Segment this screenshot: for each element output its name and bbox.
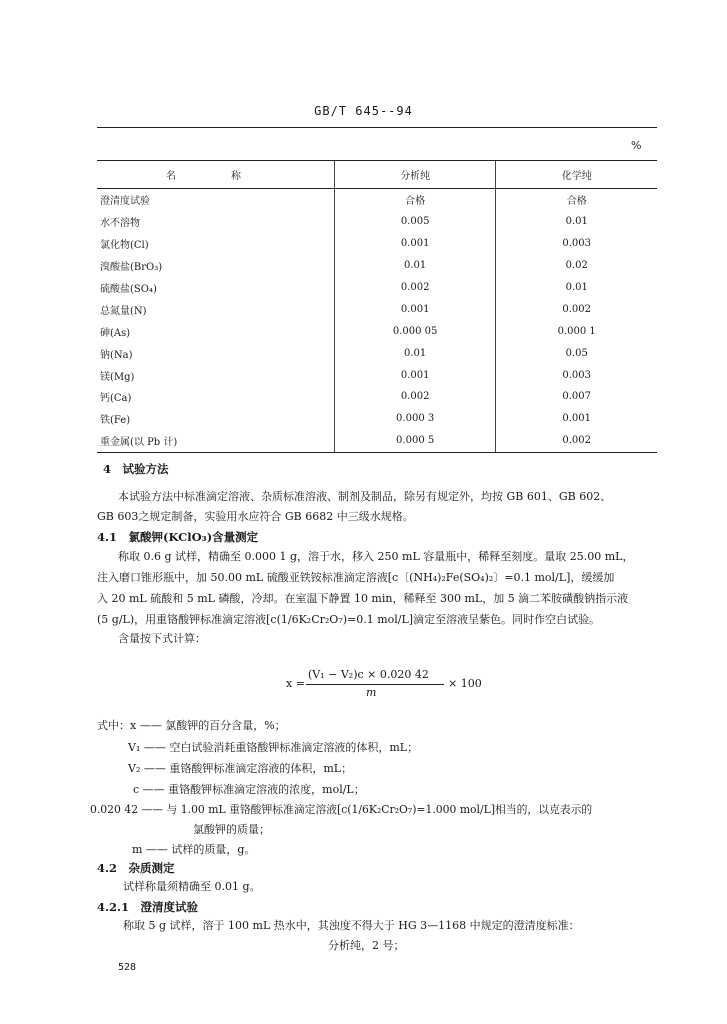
item-name: 总氮量(N) — [100, 305, 147, 317]
item-name: 硫酸盐(SO₄) — [100, 284, 157, 295]
standard-code-header: GB/T 645--94 — [314, 104, 413, 118]
value-chemical: 0.003 — [496, 233, 657, 255]
formula-lhs: x = — [286, 677, 305, 690]
value-chemical: 0.000 1 — [496, 320, 657, 342]
value-analytical: 合格 — [334, 189, 496, 211]
value-chemical: 0.007 — [496, 386, 657, 408]
value-analytical: 0.000 5 — [334, 430, 496, 452]
table-row — [97, 408, 657, 430]
specification-table — [97, 160, 657, 453]
item-name: 重金属(以 Pb 计) — [97, 430, 334, 452]
table-row — [97, 430, 657, 452]
value-chemical: 合格 — [496, 189, 657, 211]
legend-intro: 式中：x —— 氯酸钾的百分含量，%； — [97, 719, 286, 732]
legend-c: c —— 重铬酸钾标准滴定溶液的浓度，mol/L； — [133, 783, 365, 796]
value-chemical: 0.002 — [496, 298, 657, 320]
section-4-paragraph-line-2: GB 603之规定制备，实验用水应符合 GB 6682 中三级水规格。 — [97, 510, 414, 523]
section-4-1-line-4: (5 g/L)，用重铬酸钾标准滴定溶液[c(1/6K₂Cr₂O₇)=0.1 mol/L]滴定至溶液呈紫色。同时作空白试验。 — [97, 613, 601, 626]
item-name: 氯化物(Cl) — [100, 240, 149, 252]
table-row — [97, 364, 657, 386]
legend-constant-line-1: 0.020 42 —— 与 1.00 mL 重铬酸钾标准滴定溶液[c(1/6K₂Cr₂O₇)=1.000 mol/L]相当的，以克表示的 — [90, 803, 593, 816]
value-analytical: 0.002 — [334, 277, 496, 299]
value-analytical: 0.002 — [334, 386, 496, 408]
item-name: 水不溶物 — [100, 218, 140, 230]
table-row — [97, 298, 657, 320]
section-4-2-line-1: 试样称量须精确至 0.01 g。 — [123, 880, 261, 893]
section-4-2-1-line-2: 分析纯，2 号； — [328, 939, 405, 952]
item-name: 铁(Fe) — [100, 415, 131, 427]
value-analytical: 0.001 — [334, 364, 496, 386]
legend-constant-line-2: 氯酸钾的质量； — [193, 823, 270, 836]
section-4-1-line-5: 含量按下式计算： — [118, 632, 206, 645]
table-row — [97, 189, 657, 211]
value-chemical: 0.001 — [496, 408, 657, 430]
page-number: 528 — [118, 962, 137, 973]
column-header-chemical: 化学纯 — [496, 161, 657, 189]
value-chemical: 0.003 — [496, 364, 657, 386]
header-rule — [97, 127, 657, 128]
value-analytical: 0.000 05 — [334, 320, 496, 342]
formula-rhs: × 100 — [448, 677, 482, 690]
column-header-name: 名 称 — [97, 161, 334, 189]
section-4-1-heading: 4.1 氯酸钾(KClO₃)含量测定 — [97, 530, 259, 544]
table-row — [97, 320, 657, 342]
item-name: 溴酸盐(BrO₃) — [100, 262, 163, 274]
table-row — [97, 255, 657, 277]
value-chemical: 0.05 — [496, 342, 657, 364]
item-name: 镁(Mg) — [100, 371, 135, 383]
value-analytical: 0.005 — [334, 211, 496, 233]
value-chemical: 0.002 — [496, 430, 657, 452]
table-row — [97, 233, 657, 255]
column-header-analytical: 分析纯 — [334, 161, 496, 189]
value-analytical: 0.001 — [334, 298, 496, 320]
table-row — [97, 342, 657, 364]
item-name: 澄清度试验 — [100, 196, 150, 208]
fraction-bar — [306, 684, 444, 685]
unit-label: % — [631, 139, 642, 152]
value-analytical: 0.001 — [334, 233, 496, 255]
item-name: 钙(Ca) — [100, 393, 132, 405]
legend-v1: V₁ —— 空白试验消耗重铬酸钾标准滴定溶液的体积，mL； — [128, 741, 419, 754]
section-4-1-line-3: 入 20 mL 硫酸和 5 mL 磷酸，冷却。在室温下静置 10 min，稀释至 300 mL，加 5 滴二苯胺磺酸钠指示液 — [97, 592, 629, 605]
table-header-row — [97, 161, 657, 189]
formula-numerator: (V₁ − V₂)c × 0.020 42 — [308, 668, 429, 681]
legend-v2: V₂ —— 重铬酸钾标准滴定溶液的体积，mL； — [128, 762, 353, 775]
table-row — [97, 386, 657, 408]
section-4-2-1-heading: 4.2.1 澄清度试验 — [97, 900, 199, 914]
section-4-2-1-line-1: 称取 5 g 试样，溶于 100 mL 热水中，其浊度不得大于 HG 3—1168 中规定的澄清度标准： — [123, 919, 580, 932]
section-4-heading: 4 试验方法 — [103, 462, 169, 476]
value-chemical: 0.01 — [496, 277, 657, 299]
value-analytical: 0.000 3 — [334, 408, 496, 430]
item-name: 砷(As) — [100, 327, 131, 339]
table-row — [97, 277, 657, 299]
table-row — [97, 211, 657, 233]
value-analytical: 0.01 — [334, 342, 496, 364]
section-4-1-line-2: 注入磨口锥形瓶中，加 50.00 mL 硫酸亚铁铵标准滴定溶液[c〔(NH₄)₂Fe(SO₄)₂〕=0.1 mol/L]，缓缓加 — [97, 571, 615, 584]
value-chemical: 0.01 — [496, 211, 657, 233]
item-name: 钠(Na) — [100, 349, 133, 361]
value-chemical: 0.02 — [496, 255, 657, 277]
section-4-paragraph-line-1: 本试验方法中标准滴定溶液、杂质标准溶液、制剂及制品，除另有规定外，均按 GB 601、GB 602、 — [118, 490, 612, 503]
section-4-1-line-1: 称取 0.6 g 试样，精确至 0.000 1 g，溶于水，移入 250 mL 容量瓶中，稀释至刻度。量取 25.00 mL， — [118, 550, 634, 563]
section-4-2-heading: 4.2 杂质测定 — [97, 861, 175, 875]
legend-m: m —— 试样的质量，g。 — [132, 843, 256, 856]
formula-denominator: m — [366, 686, 377, 699]
value-analytical: 0.01 — [334, 255, 496, 277]
